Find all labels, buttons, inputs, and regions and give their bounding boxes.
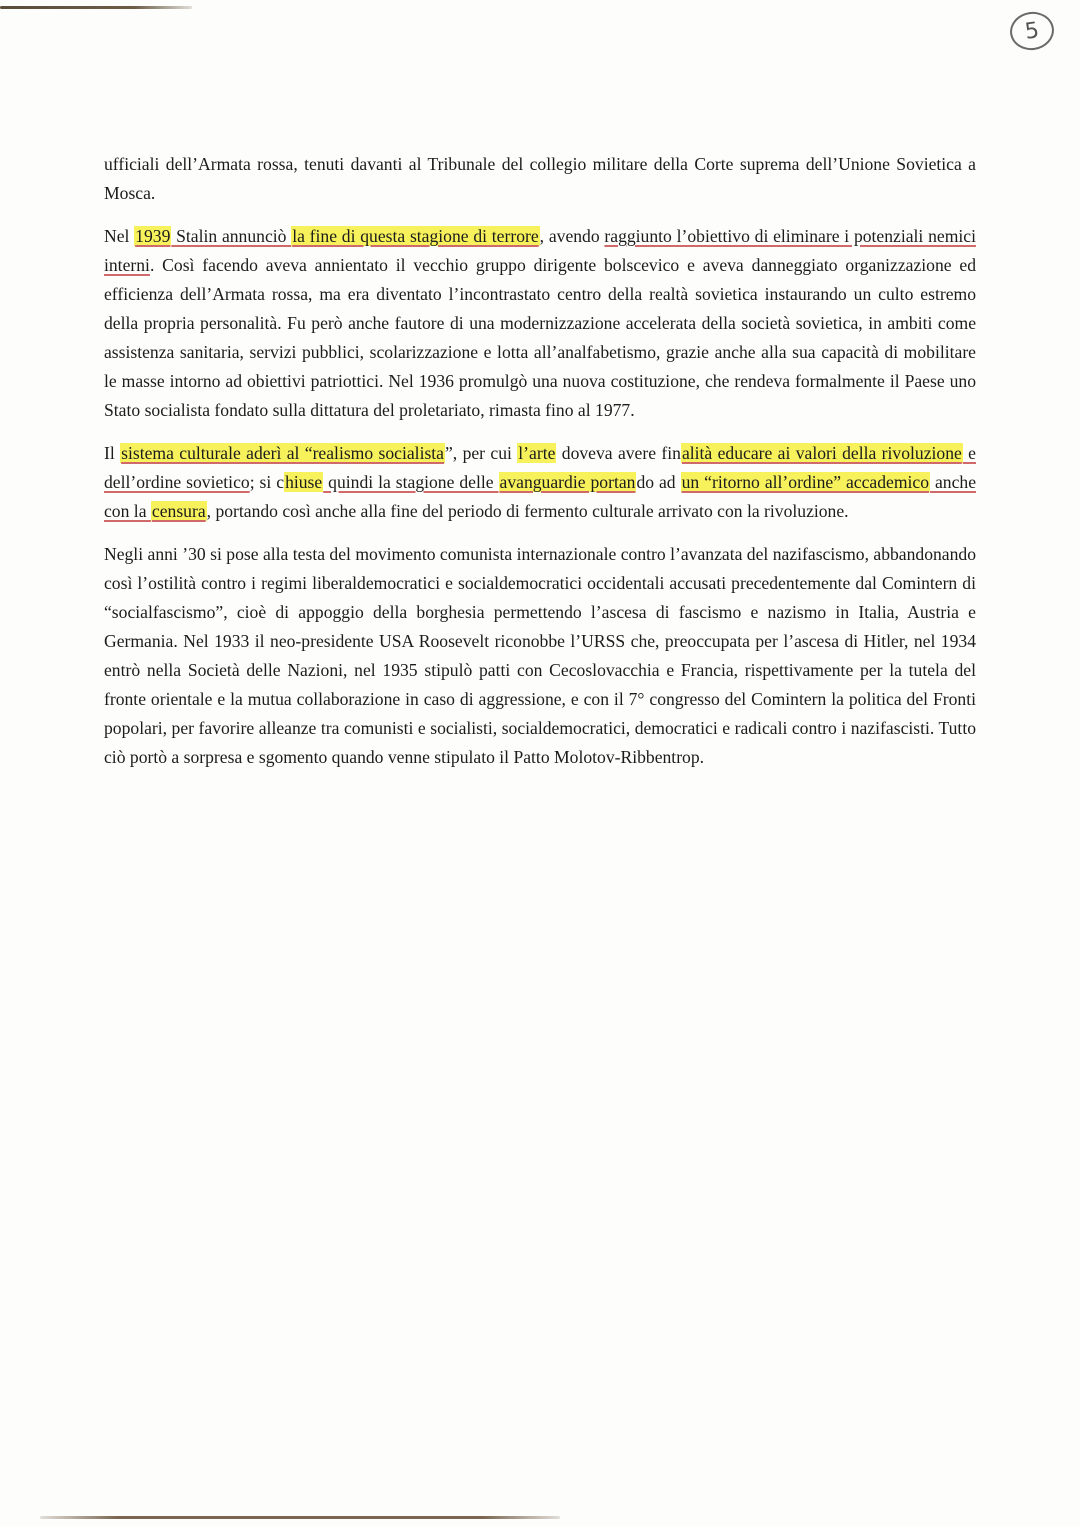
highlighted-text: un “ritorno all’ordine” accademico [681,472,930,492]
highlighted-text: censura [151,501,206,521]
highlighted-text: 1939 [135,226,171,246]
highlighted-text: sistema culturale aderì al “realismo socialista [121,443,444,463]
bottom-edge-mark [40,1516,560,1519]
text-segment: ufficiali dell’Armata rossa, tenuti davanti al Tribunale del collegio militare della Corte suprema dell’Unione Sovietica a Mosca. [104,154,976,203]
page-number-label: 5 [1023,17,1041,45]
text-segment: anche con la [104,472,977,521]
text-segment: do ad [636,472,681,492]
text-segment: quindi la stagione delle [323,472,499,492]
text-segment: , avendo [539,226,605,246]
top-edge-mark [0,6,192,9]
document-body [104,150,976,786]
highlighted-text: alità educare ai valori della rivoluzione [681,443,962,463]
text-segment: ”, per cui [445,443,518,463]
paragraph-1 [104,150,976,208]
text-segment: , portando così anche alla fine del periodo di fermento culturale arrivato con la rivoluzione. [206,501,849,521]
text-segment: Stalin annunciò [171,226,292,246]
text-segment: doveva avere fin [556,443,681,463]
paragraph-4 [104,540,976,772]
text-segment: raggiunto l’obiettivo di eliminare i potenziali nemici interni [104,226,976,275]
text-segment: Negli anni ’30 si pose alla testa del movimento comunista internazionale contro l’avanzata del nazifascismo, abbandonando così l’ostilità contro i regimi liberaldemocratici e socialdemocratici occidentali accusati precedentemente dal Comintern di “socialfascismo”, cioè di appoggio della borghesia permettendo l’ascesa di fascismo e nazismo in Italia, Austria e Germania. Nel 1933 il neo-presidente USA Roosevelt riconobbe l’URSS che, preoccupata per l’ascesa di Hitler, nel 1934 entrò nella Società delle Nazioni, nel 1935 stipulò patti con Cecoslovacchia e Francia, rispettivamente per la tutela del fronte orientale e la mutua collaborazione in caso di aggressione, e con il 7° congresso del Comintern la politica del Fronti popolari, per favorire alleanze tra comunisti e socialisti, socialdemocratici, democratici e radicali contro i nazifascisti. Tutto ciò portò a sorpresa e sgomento quando venne stipulato il Patto Molotov-Ribbentrop. [104,544,976,767]
text-segment: Il [104,443,121,463]
highlighted-text: la fine di questa stagione di terrore [292,226,539,246]
paragraph-3 [104,439,976,526]
highlighted-text: hiuse [285,472,323,492]
highlighted-text: avanguardie portan [499,472,636,492]
highlighted-text: l’arte [518,443,556,463]
text-segment: e dell’ordine sovietico [104,443,976,492]
text-segment: Nel [104,226,135,246]
paragraph-2 [104,222,976,425]
text-segment: . Così facendo aveva annientato il vecchio gruppo dirigente bolscevico e aveva danneggiato organizzazione ed efficienza dell’Armata rossa, ma era diventato l’incontrastato centro della realtà sovietica instaurando un culto estremo della propria personalità. Fu però anche fautore di una modernizzazione accelerata della società sovietica, in ambiti come assistenza sanitaria, servizi pubblici, scolarizzazione e lotta all’analfabetismo, grazie anche alla sua capacità di mobilitare le masse intorno ad obiettivi patriottici. Nel 1936 promulgò una nuova costituzione, che rendeva formalmente il Paese uno Stato socialista fondato sulla dittatura del proletariato, rimasta fino al 1977. [104,255,976,420]
text-segment: ; si c [249,472,285,492]
page-number [1008,9,1057,53]
